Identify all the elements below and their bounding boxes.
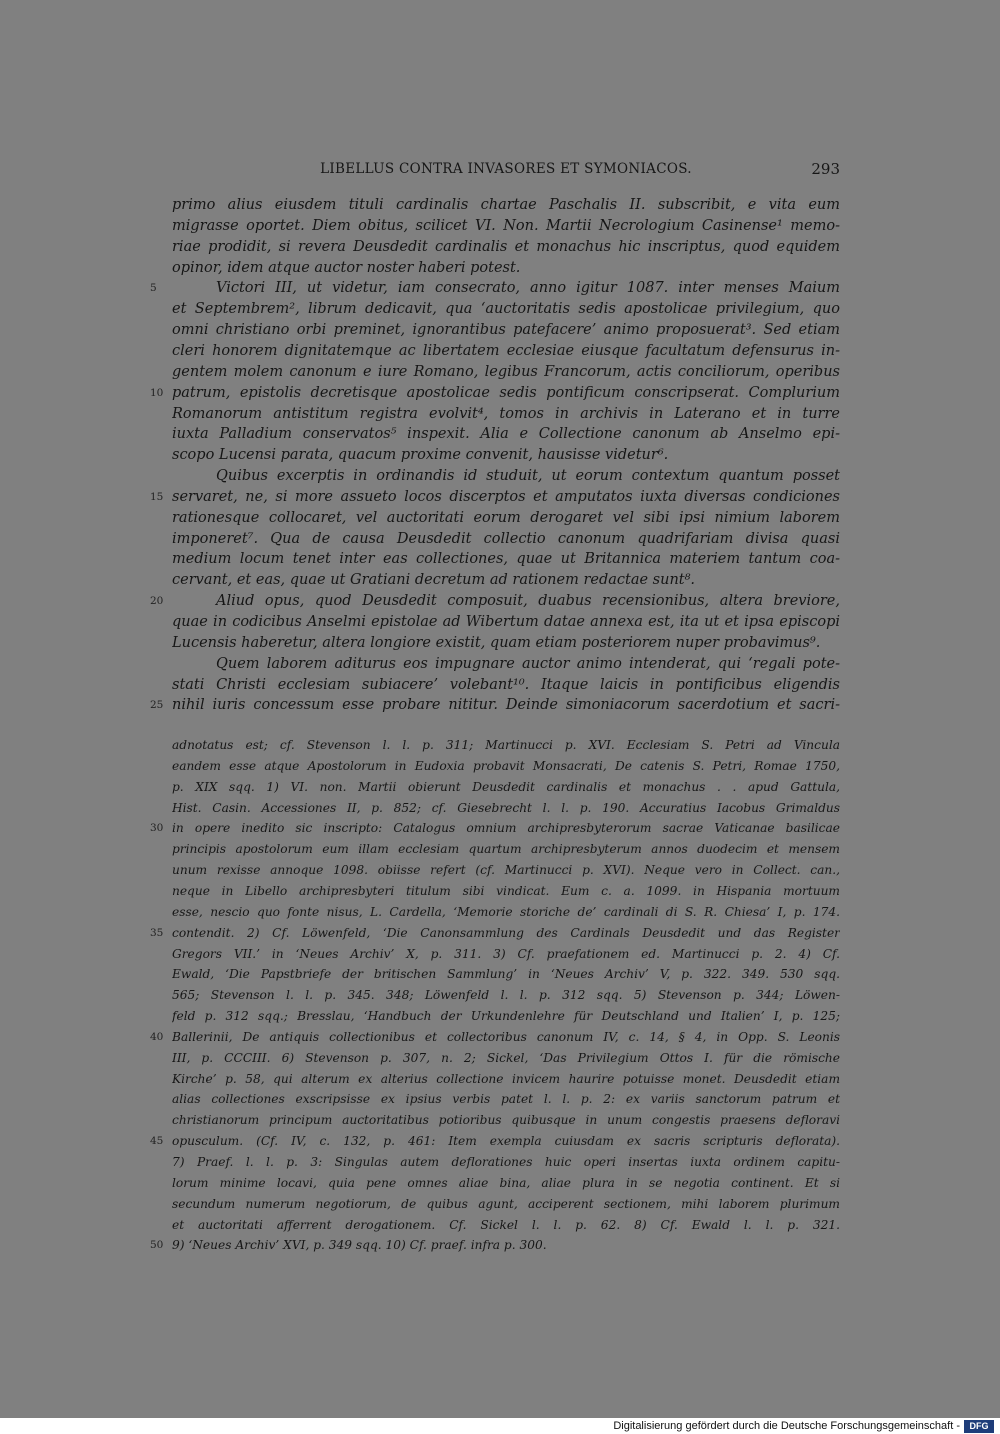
footnote-line: unum rexisse annoque 1098. obiisse refert (cf. Martinucci p. XVI). Neque vero in Collect. can., xyxy=(172,863,840,878)
line-number: 30 xyxy=(150,822,164,835)
footnote-line: Kirche’ p. 58, qui alterum ex alterius collectione invicem haurire potuisse monet. Deusdedit etiam xyxy=(172,1071,840,1086)
footnote-line: neque in Libello archipresbyteri titulum sibi vindicat. Eum c. a. 1099. in Hispania mortuum xyxy=(172,883,840,898)
footnote-line: lorum minime locavi, quia pene omnes aliae bina, aliae plura in se negotia continent. Et si xyxy=(172,1175,840,1190)
text-line: cleri honorem dignitatemque ac libertatem ecclesiae eiusque facultatum defensurus in- xyxy=(172,342,840,359)
dfg-logo: DFG xyxy=(964,1420,994,1433)
footnote-line: Ballerinii, De antiquis collectionibus et collectoribus canonum IV, c. 14, § 4, in Opp. S. Leonis xyxy=(172,1029,840,1044)
footnote-line: christianorum principum auctoritatibus potioribus quibusque in unum congestis praesens defloravi xyxy=(172,1113,840,1128)
line-number: 20 xyxy=(150,595,164,608)
text-line: Victori III, ut videtur, iam consecrato, anno igitur 1087. inter menses Maium xyxy=(216,280,840,297)
line-number: 15 xyxy=(150,490,164,503)
running-title: LIBELLUS CONTRA INVASORES ET SYMONIACOS. xyxy=(320,161,692,177)
footnote-line: Gregors VII.’ in ‘Neues Archiv’ X, p. 311. 3) Cf. praefationem ed. Martinucci p. 2. 4) Cf. xyxy=(172,946,840,961)
text-line: servaret, ne, si more assueto locos discerptos et amputatos iuxta diversas condiciones xyxy=(172,488,840,505)
line-number: 25 xyxy=(150,699,164,712)
text-line: et Septembrem², librum dedicavit, qua ‘auctoritatis sedis apostolicae privilegium, quo xyxy=(172,301,840,318)
footnote-line: in opere inedito sic inscripto: Catalogus omnium archipresbyterorum sacrae Vaticanae basilicae xyxy=(172,821,840,836)
line-number: 5 xyxy=(150,282,157,295)
text-line: Romanorum antistitum registra evolvit⁴, tomos in archivis in Laterano et in turre xyxy=(172,405,840,422)
footnote-line: 9) ‘Neues Archiv’ XVI, p. 349 sqq. 10) Cf. praef. infra p. 300. xyxy=(172,1238,547,1253)
text-line: cervant, et eas, quae ut Gratiani decretum ad rationem redactae sunt⁸. xyxy=(172,572,696,589)
text-line: stati Christi ecclesiam subiacere’ volebant¹⁰. Itaque laicis in pontificibus eligendis xyxy=(172,676,840,693)
footnote-line: 7) Praef. l. l. p. 3: Singulas autem deflorationes huic operi insertas iuxta ordinem capitu- xyxy=(172,1155,840,1169)
text-line: Quem laborem aditurus eos impugnare auctor animo intenderat, qui ‘regali pote- xyxy=(216,655,840,672)
footnote-line: adnotatus est; cf. Stevenson l. l. p. 311; Martinucci p. XVI. Ecclesiam S. Petri ad Vincula xyxy=(172,738,840,752)
text-line: medium locum tenet inter eas collectiones, quae ut Britannica materiem tantum coa- xyxy=(172,551,840,568)
footnote-line: et auctoritati afferrent derogationem. Cf. Sickel l. l. p. 62. 8) Cf. Ewald l. l. p. 321. xyxy=(172,1217,840,1232)
text-line: riae prodidit, si revera Deusdedit cardinalis et monachus hic inscriptus, quod equidem xyxy=(172,238,840,255)
footnote-line: p. XIX sqq. 1) VI. non. Martii obierunt Deusdedit cardinalis et monachus . . apud Gattula, xyxy=(172,779,840,794)
text-line: gentem molem canonum e iure Romano, legibus Francorum, actis conciliorum, operibus xyxy=(172,363,840,380)
line-number: 50 xyxy=(150,1239,164,1252)
footer-bar xyxy=(0,1418,1000,1434)
text-line: scopo Lucensi parata, quacum proxime convenit, hausisse videtur⁶. xyxy=(172,447,669,464)
footnote-line: contendit. 2) Cf. Löwenfeld, ‘Die Canonsammlung des Cardinals Deusdedit und das Register xyxy=(172,925,840,940)
footnote-line: Hist. Casin. Accessiones II, p. 852; cf. Giesebrecht l. l. p. 190. Accuratius Iacobus Grimaldus xyxy=(172,800,840,815)
text-line: primo alius eiusdem tituli cardinalis chartae Paschalis II. subscribit, e vita eum xyxy=(172,197,840,213)
funding-notice: Digitalisierung gefördert durch die Deutsche Forschungsgemeinschaft - xyxy=(613,1420,960,1432)
text-line: patrum, epistolis decretisque apostolicae sedis pontificum conscripserat. Complurium xyxy=(172,384,840,401)
footnote-line: secundum numerum negotiorum, de quibus agunt, acciperent sectionem, mihi laborem plurimum xyxy=(172,1196,840,1211)
text-line: Aliud opus, quod Deusdedit composuit, duabus recensionibus, altera breviore, xyxy=(216,593,840,610)
footnote-line: Ewald, ‘Die Papstbriefe der britischen Sammlung’ in ‘Neues Archiv’ V, p. 322. 349. 530 sqq. xyxy=(172,967,840,982)
text-line: iuxta Palladium conservatos⁵ inspexit. Alia e Collectione canonum ab Anselmo epi- xyxy=(172,426,840,443)
text-line: migrasse oportet. Diem obitus, scilicet VI. Non. Martii Necrologium Casinense¹ memo- xyxy=(172,217,840,234)
footnote-line: opusculum. (Cf. IV, c. 132, p. 461: Item exempla cuiusdam ex sacris scripturis deflorata). xyxy=(172,1134,840,1149)
line-number: 40 xyxy=(150,1030,164,1043)
footnote-line: esse, nescio quo fonte nisus, L. Cardella, ‘Memorie storiche de’ cardinali di S. R. Chiesa’ I, p. 174. xyxy=(172,904,840,919)
footnote-line: feld p. 312 sqq.; Bresslau, ‘Handbuch der Urkundenlehre für Deutschland und Italien’ I, p. 125; xyxy=(172,1009,840,1024)
text-line: nihil iuris concessum esse probare nititur. Deinde simoniacorum sacerdotium et sacri- xyxy=(172,697,840,714)
footnote-line: principis apostolorum eum illam ecclesiam quartum archipresbyterum annos duodecim et mensem xyxy=(172,842,840,857)
text-line: Lucensis haberetur, altera longiore existit, quam etiam posteriorem nuper probavimus⁹. xyxy=(172,634,821,651)
line-number: 45 xyxy=(150,1135,164,1148)
line-number: 10 xyxy=(150,386,164,399)
text-line: rationesque collocaret, vel auctoritati eorum derogaret vel sibi ipsi nimium laborem xyxy=(172,509,840,526)
text-line: Quibus excerptis in ordinandis id studuit, ut eorum contextum quantum posset xyxy=(216,468,840,485)
page-number: 293 xyxy=(811,160,840,178)
text-line: opinor, idem atque auctor noster haberi potest. xyxy=(172,259,521,276)
text-line: imponeret⁷. Qua de causa Deusdedit collectio canonum quadrifariam divisa quasi xyxy=(172,530,840,547)
running-header xyxy=(172,158,840,180)
footnote-line: III, p. CCCIII. 6) Stevenson p. 307, n. 2; Sickel, ‘Das Privilegium Ottos I. für die römische xyxy=(172,1050,840,1065)
text-line: quae in codicibus Anselmi epistolae ad Wibertum datae annexa est, ita ut et ipsa episcopi xyxy=(172,614,840,630)
footnote-line: eandem esse atque Apostolorum in Eudoxia probavit Monsacrati, De catenis S. Petri, Romae 1750, xyxy=(172,758,840,773)
footnote-line: 565; Stevenson l. l. p. 345. 348; Löwenfeld l. l. p. 312 sqq. 5) Stevenson p. 344; Löwen- xyxy=(172,988,840,1003)
text-line: omni christiano orbi preminet, ignorantibus patefacere’ animo proposuerat³. Sed etiam xyxy=(172,322,840,339)
footnote-line: alias collectiones exscripsisse ex ipsius verbis patet l. l. p. 2: ex variis sanctorum patrum et xyxy=(172,1092,840,1107)
line-number: 35 xyxy=(150,926,164,939)
